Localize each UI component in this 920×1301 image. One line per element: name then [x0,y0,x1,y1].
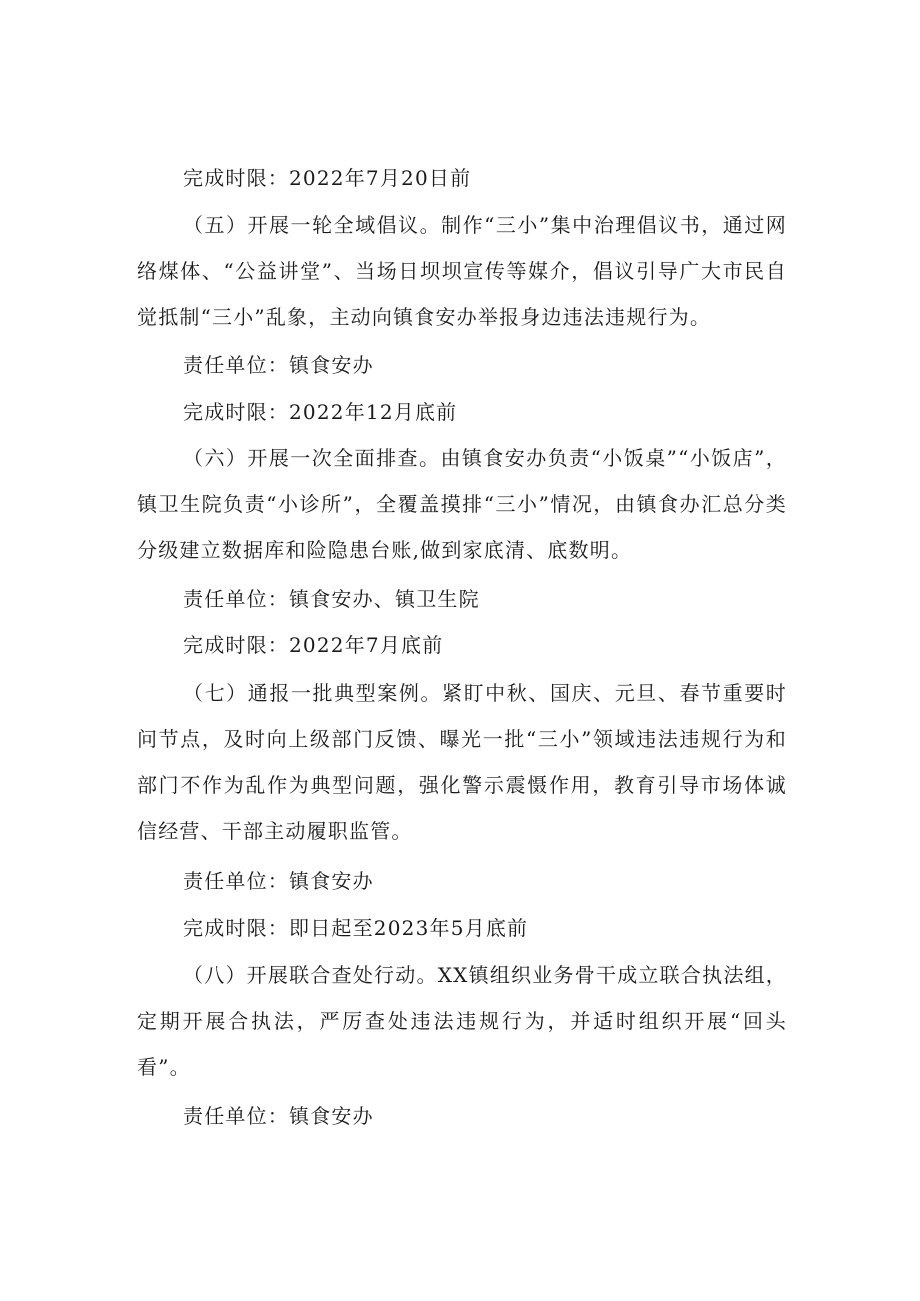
paragraph-item-7: （七）通报一批典型案例。紧盯中秋、国庆、元旦、春节重要时问节点，及时向上级部门反馈、曝光一批“三小”领域违法违规行为和部门不作为乱作为典型问题，强化警示震慑作用，教育引导市场体诚信经营、干部主动履职监管。 [137,681,787,843]
responsible-unit-line: 责任单位：镇食安办 [183,1104,374,1128]
responsible-unit-line: 责任单位：镇食安办、镇卫生院 [183,587,480,611]
responsible-unit-line: 责任单位：镇食安办 [183,869,374,893]
deadline-line: 完成时限：2022年7月20日前 [183,166,472,190]
paragraph-item-6: （六）开展一次全面排查。由镇食安办负责“小饭桌”“小饭店”，镇卫生院负责“小诊所”，全覆盖摸排“三小”情况，由镇食办汇总分类分级建立数据库和险隐患台账,做到家底清、底数明。 [137,446,787,562]
deadline-line: 完成时限：即日起至2023年5月底前 [183,916,529,940]
responsible-unit-line: 责任单位：镇食安办 [183,353,374,377]
deadline-line: 完成时限：2022年12月底前 [183,400,458,424]
deadline-line: 完成时限：2022年7月底前 [183,633,444,657]
paragraph-item-5: （五）开展一轮全域倡议。制作“三小”集中治理倡议书，通过网络煤体、“公益讲堂”、当场日坝坝宣传等媒介，倡议引导广大市民自觉抵制“三小”乱象，主动向镇食安办举报身边违法违规行为。 [137,213,787,329]
paragraph-item-8: （八）开展联合查处行动。XX镇组织业务骨干成立联合执法组，定期开展合执法，严厉查处违法违规行为，并适时组织开展“回头看”。 [137,963,787,1079]
